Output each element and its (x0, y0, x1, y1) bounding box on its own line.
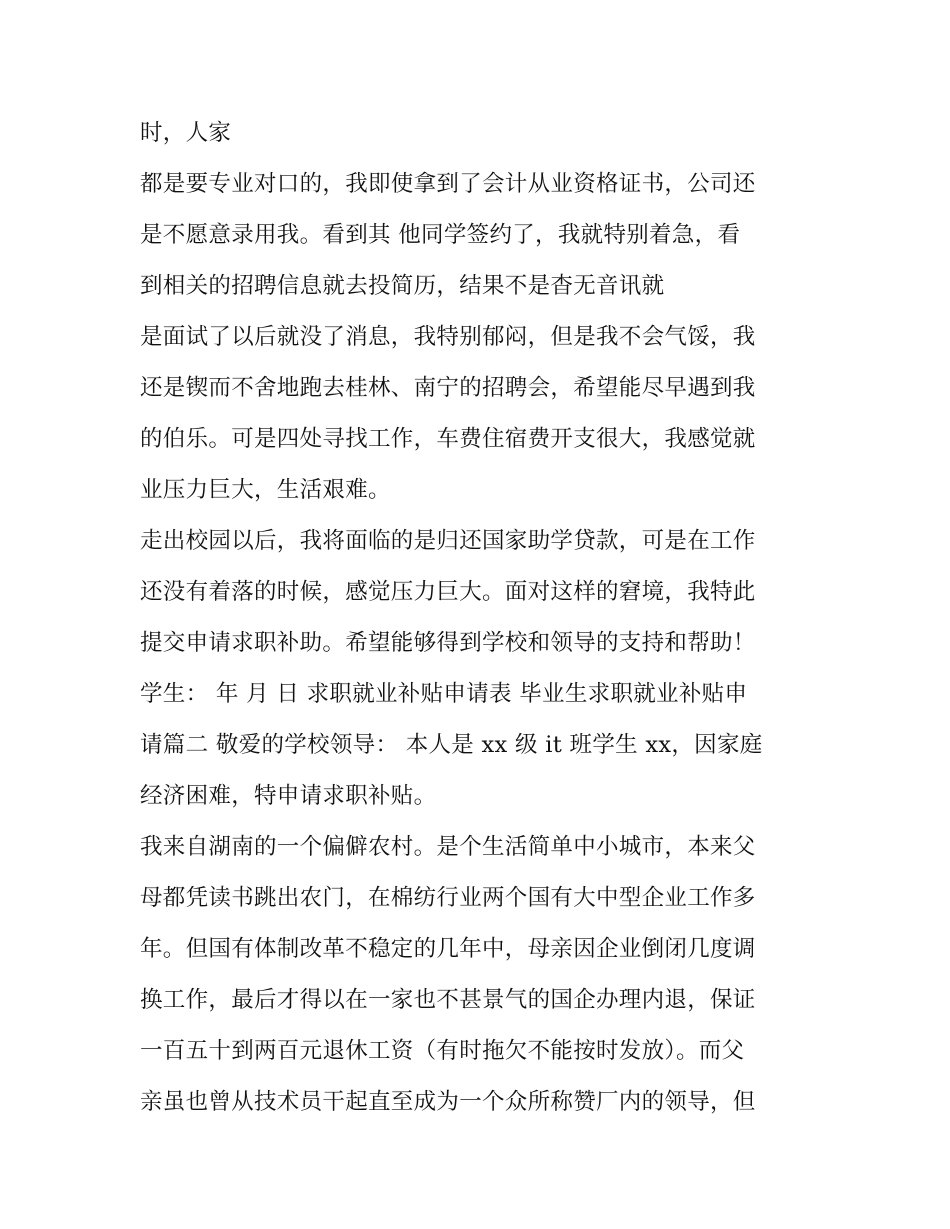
text-line: 请篇二 敬爱的学校领导： 本人是 xx 级 it 班学生 xx，因家庭 (140, 732, 763, 758)
text-line: 提交申请求职补助。希望能够得到学校和领导的支持和帮助！ (140, 630, 756, 656)
document-body (140, 108, 820, 1128)
text-line: 经济困难，特申请求职补贴。 (140, 783, 437, 809)
text-line: 换工作，最后才得以在一家也不甚景气的国企办理内退，保证 (140, 987, 756, 1013)
text-line: 时，人家 (140, 120, 232, 146)
text-line: 业压力巨大，生活艰难。 (140, 477, 391, 503)
text-line: 一百五十到两百元退休工资（有时拖欠不能按时发放）。而父 (140, 1038, 745, 1064)
text-line: 都是要专业对口的，我即使拿到了会计从业资格证书，公司还 (140, 171, 756, 197)
text-line: 到相关的招聘信息就去投简历，结果不是杳无音讯就 (140, 273, 665, 299)
text-line: 走出校园以后，我将面临的是归还国家助学贷款，可是在工作 (140, 528, 756, 554)
text-line: 亲虽也曾从技术员干起直至成为一个众所称赞厂内的领导，但 (140, 1089, 756, 1115)
text-line: 学生： 年 月 日 求职就业补贴申请表 毕业生求职就业补贴申 (140, 681, 748, 707)
text-line: 是不愿意录用我。看到其 他同学签约了，我就特别着急，看 (140, 222, 741, 248)
text-line: 年。但国有体制改革不稳定的几年中，母亲因企业倒闭几度调 (140, 936, 756, 962)
text-line: 还没有着落的时候，感觉压力巨大。面对这样的窘境，我特此 (140, 579, 756, 605)
text-line: 母都凭读书跳出农门，在棉纺行业两个国有大中型企业工作多 (140, 885, 756, 911)
text-line: 是面试了以后就没了消息，我特别郁闷，但是我不会气馁，我 (140, 324, 756, 350)
text-line: 还是锲而不舍地跑去桂林、南宁的招聘会，希望能尽早遇到我 (140, 375, 756, 401)
text-line: 我来自湖南的一个偏僻农村。是个生活简单中小城市，本来父 (140, 834, 756, 860)
text-line: 的伯乐。可是四处寻找工作，车费住宿费开支很大，我感觉就 (140, 426, 756, 452)
